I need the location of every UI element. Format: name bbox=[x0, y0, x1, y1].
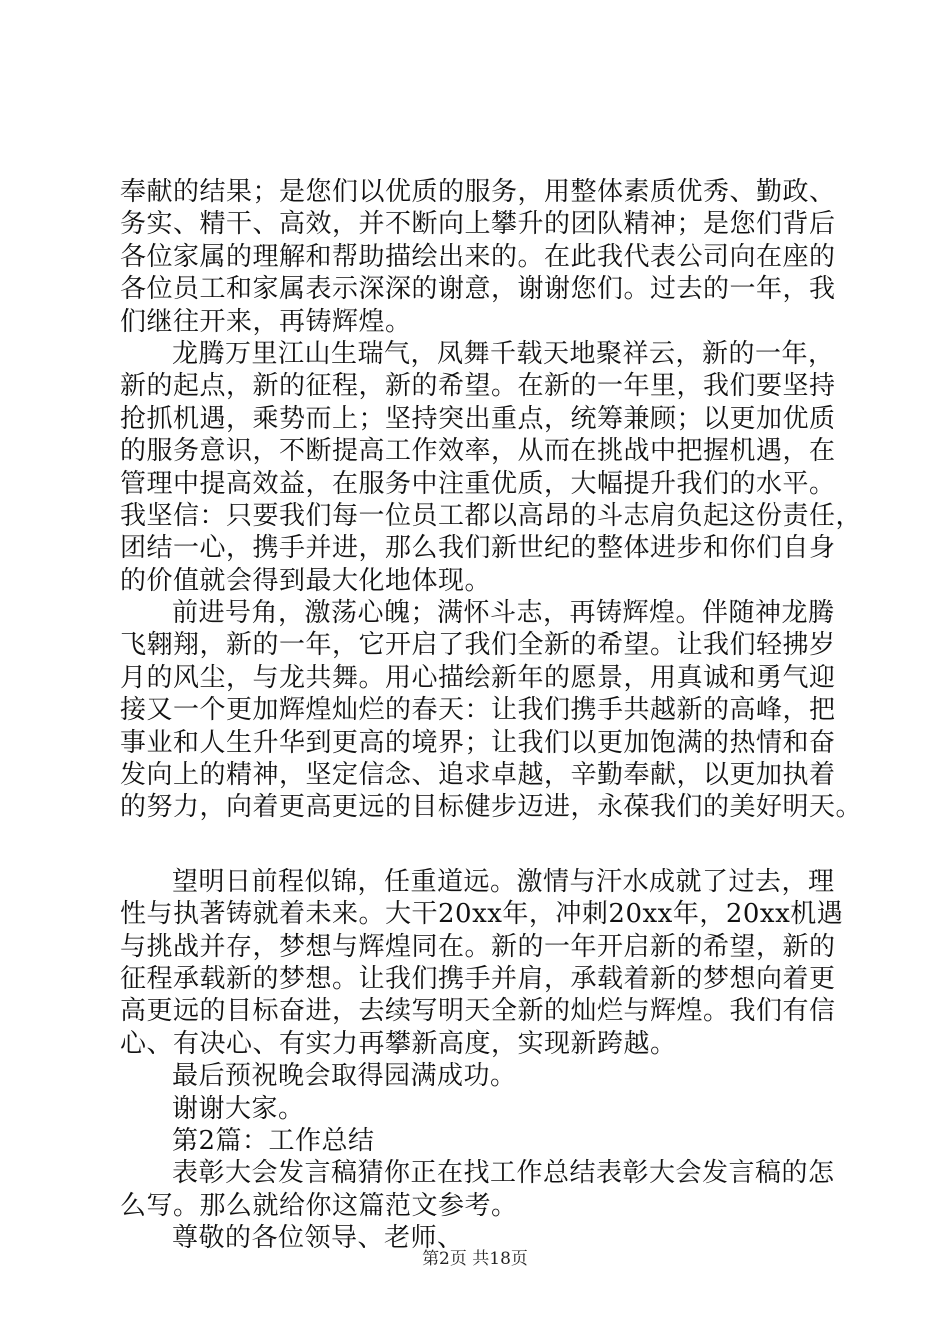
text-line: 月的风尘，与龙共舞。用心描绘新年的愿景，用真诚和勇气迎 bbox=[120, 662, 836, 693]
text-line: 事业和人生升华到更高的境界；让我们以更加饱满的热情和奋 bbox=[120, 727, 836, 758]
section-heading: 第2篇：工作总结 bbox=[172, 1125, 375, 1156]
text-line: 飞翱翔，新的一年，它开启了我们全新的希望。让我们轻拂岁 bbox=[120, 630, 836, 661]
text-line: 接又一个更加辉煌灿烂的春天：让我们携手共越新的高峰，把 bbox=[120, 695, 836, 726]
text-line: 管理中提高效益，在服务中注重优质，大幅提升我们的水平。 bbox=[120, 468, 836, 499]
paragraph-3 bbox=[120, 597, 863, 824]
paragraph-2 bbox=[120, 338, 863, 597]
text-line: 各位家属的理解和帮助描绘出来的。在此我代表公司向在座的 bbox=[120, 241, 836, 272]
thanks-line: 谢谢大家。 bbox=[172, 1093, 305, 1124]
text-line: 与挑战并存，梦想与辉煌同在。新的一年开启新的希望，新的 bbox=[120, 931, 836, 962]
paragraph-1 bbox=[120, 176, 840, 338]
salutation-line: 尊敬的各位领导、老师、 bbox=[172, 1223, 464, 1254]
text-line: 性与执著铸就着未来。大干20xx年，冲刺20xx年，20xx机遇 bbox=[120, 899, 844, 930]
document-body bbox=[120, 176, 863, 1255]
text-line: 么写。那么就给你这篇范文参考。 bbox=[120, 1190, 518, 1221]
text-line: 新的起点，新的征程，新的希望。在新的一年里，我们要坚持 bbox=[120, 371, 836, 402]
text-line: 奉献的结果；是您们以优质的服务，用整体素质优秀、勤政、 bbox=[120, 177, 836, 207]
text-line: 征程承载新的梦想。让我们携手并肩，承载着新的梦想向着更 bbox=[120, 963, 836, 994]
text-line: 前进号角，激荡心魄；满怀斗志，再铸辉煌。伴随神龙腾 bbox=[172, 598, 835, 629]
text-line: 发向上的精神，坚定信念、追求卓越，辛勤奉献，以更加执着 bbox=[120, 760, 836, 791]
paragraph-4 bbox=[120, 866, 844, 1060]
text-line: 的价值就会得到最大化地体现。 bbox=[120, 565, 492, 596]
paragraph-5 bbox=[120, 1157, 840, 1222]
text-line: 高更远的目标奋进，去续写明天全新的灿烂与辉煌。我们有信 bbox=[120, 996, 836, 1027]
text-line: 抢抓机遇，乘势而上；坚持突出重点，统筹兼顾；以更加优质 bbox=[120, 403, 836, 434]
text-line: 我坚信：只要我们每一位员工都以高昂的斗志肩负起这份责任， bbox=[120, 500, 863, 531]
text-line: 务实、精干、高效，并不断向上攀升的团队精神；是您们背后 bbox=[120, 209, 836, 240]
closing-wish: 最后预祝晚会取得园满成功。 bbox=[172, 1061, 517, 1092]
text-line: 的服务意识，不断提高工作效率，从而在挑战中把握机遇，在 bbox=[120, 436, 836, 467]
text-line: 表彰大会发言稿猜你正在找工作总结表彰大会发言稿的怎 bbox=[172, 1158, 835, 1189]
text-line: 们继往开来，再铸辉煌。 bbox=[120, 306, 412, 337]
text-line: 各位员工和家属表示深深的谢意，谢谢您们。过去的一年，我 bbox=[120, 274, 836, 305]
text-line: 团结一心，携手并进，那么我们新世纪的整体进步和你们自身 bbox=[120, 533, 836, 564]
text-line: 的努力，向着更高更远的目标健步迈进，永葆我们的美好明天。 bbox=[120, 792, 863, 823]
page-number: 第2页 共18页 bbox=[422, 1249, 528, 1269]
text-line: 龙腾万里江山生瑞气，凤舞千载天地聚祥云，新的一年， bbox=[172, 338, 835, 369]
page-footer bbox=[0, 1244, 950, 1269]
paragraph-gap bbox=[120, 824, 840, 866]
text-line: 心、有决心、有实力再攀新高度，实现新跨越。 bbox=[120, 1028, 677, 1059]
text-line: 望明日前程似锦，任重道远。激情与汗水成就了过去，理 bbox=[172, 866, 835, 897]
